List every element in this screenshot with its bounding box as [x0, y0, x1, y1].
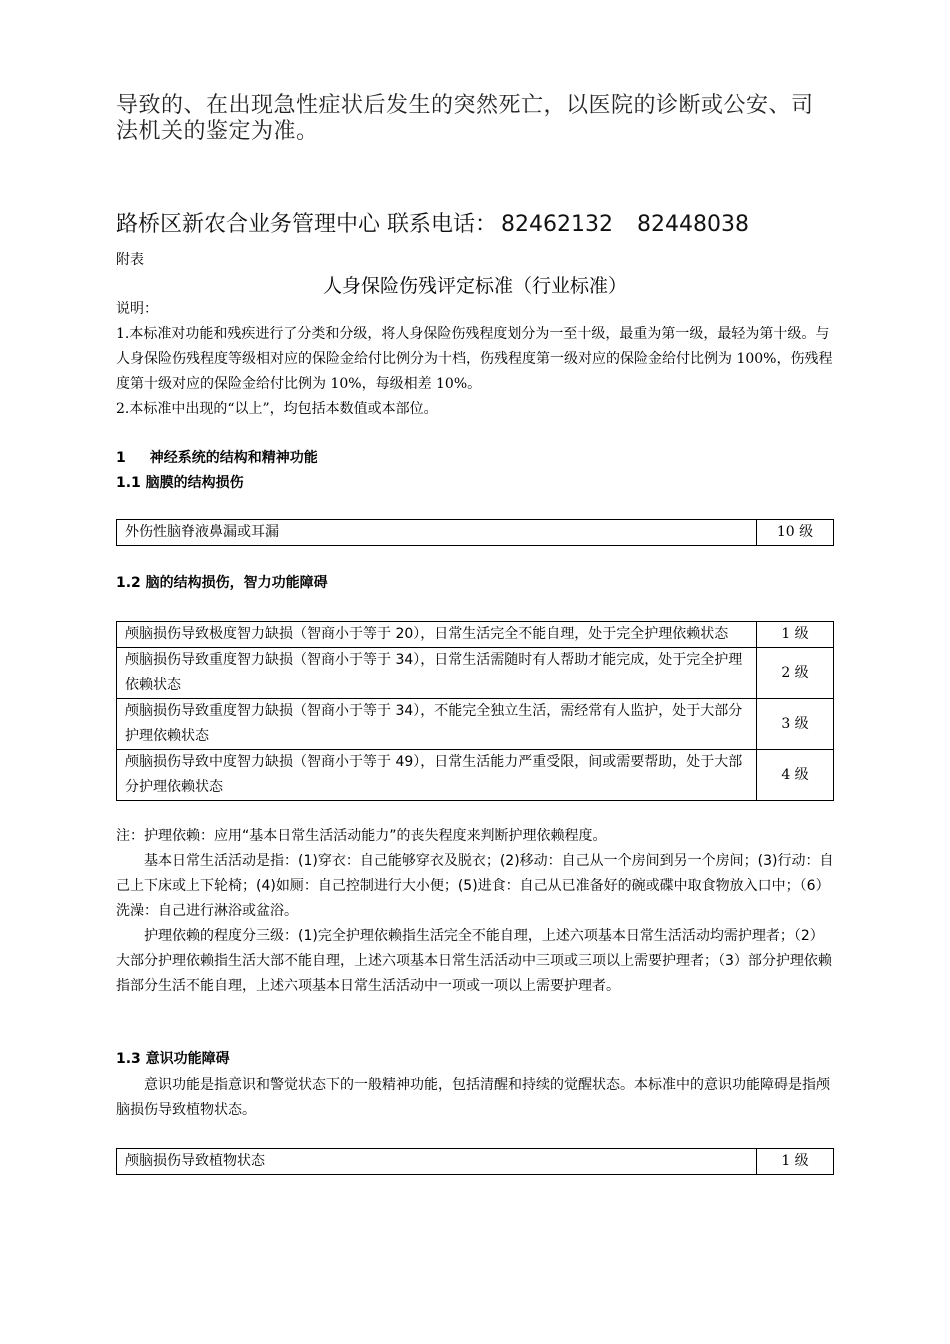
- section-1-3-title: 1.3 意识功能障碍: [116, 1051, 230, 1067]
- table-row: [117, 622, 834, 648]
- section-1-2-title: 1.2 脑的结构损伤，智力功能障碍: [116, 575, 328, 591]
- care-dependency-notes: [116, 824, 834, 999]
- injury-description: 颅脑损伤导致植物状态: [117, 1149, 757, 1175]
- contact-label: 路桥区新农合业务管理中心 联系电话：: [116, 212, 497, 237]
- contact-phone-1: 82462132: [501, 212, 613, 237]
- notes-item-1: 1.本标准对功能和残疾进行了分类和分级，将人身保险伤残程度划分为一至十级，最重为第一级，最轻为第十级。与人身保险伤残程度等级相对应的保险金给付比例分为十档，伤残程度第一级对应的保险金给付比例为 100%，伤残程度第十级对应的保险金给付比例为 10%，每级相差 10%。: [116, 326, 833, 392]
- table-1-1: [116, 519, 834, 546]
- note-care-dependency: 注：护理依赖：应用“基本日常生活活动能力”的丧失程度来判断护理依赖程度。: [116, 828, 607, 844]
- disability-grade: 4 级: [757, 750, 834, 801]
- note-daily-activities: 基本日常生活活动是指：(1)穿衣：自己能够穿衣及脱衣；(2)移动：自己从一个房间到另一个房间；(3)行动：自己上下床或上下轮椅；(4)如厕：自己控制进行大小便；(5)进食：自己从已准备好的碗或碟中取食物放入口中；（6）洗澡：自己进行淋浴或盆浴。: [116, 853, 834, 919]
- disability-grade: 1 级: [757, 622, 834, 648]
- disability-grade: 1 级: [757, 1149, 834, 1175]
- injury-description: 颅脑损伤导致重度智力缺损（智商小于等于 34），不能完全独立生活，需经常有人监护，处于大部分护理依赖状态: [117, 699, 757, 750]
- section-1-title: 神经系统的结构和精神功能: [149, 450, 318, 466]
- section-1-number: 1: [116, 450, 126, 466]
- table-1-3: [116, 1148, 834, 1175]
- intro-paragraph: 导致的、在出现急性症状后发生的突然死亡，以医院的诊断或公安、司法机关的鉴定为准。: [116, 93, 814, 144]
- table-row: [117, 750, 834, 801]
- contact-line: [116, 207, 749, 238]
- table-row: [117, 648, 834, 699]
- disability-grade: 3 级: [757, 699, 834, 750]
- table-row: [117, 1149, 834, 1175]
- note-dependency-levels: 护理依赖的程度分三级：(1)完全护理依赖指生活完全不能自理，上述六项基本日常生活活动均需护理者；（2）大部分护理依赖指生活大部不能自理，上述六项基本日常生活活动中三项或三项以上需要护理者；（3）部分护理依赖指部分生活不能自理，上述六项基本日常生活活动中一项或一项以上需要护理者。: [116, 928, 832, 994]
- notes-section: [116, 297, 834, 422]
- disability-grade: 10 级: [757, 520, 834, 546]
- section-1-1-title: 1.1 脑膜的结构损伤: [116, 475, 244, 491]
- document-title: 人身保险伤残评定标准（行业标准）: [322, 275, 627, 297]
- table-row: [117, 699, 834, 750]
- injury-description: 外伤性脑脊液鼻漏或耳漏: [117, 520, 757, 546]
- disability-grade: 2 级: [757, 648, 834, 699]
- notes-item-2: 2.本标准中出现的“以上”，均包括本数值或本部位。: [116, 401, 438, 417]
- injury-description: 颅脑损伤导致极度智力缺损（智商小于等于 20），日常生活完全不能自理，处于完全护理依赖状态: [117, 622, 757, 648]
- injury-description: 颅脑损伤导致中度智力缺损（智商小于等于 49），日常生活能力严重受限，间或需要帮助，处于大部分护理依赖状态: [117, 750, 757, 801]
- table-row: [117, 520, 834, 546]
- table-1-2: [116, 621, 834, 801]
- contact-phone-2: 82448038: [636, 212, 749, 237]
- section-1-heading: [116, 447, 834, 467]
- appendix-label: 附表: [116, 252, 144, 268]
- section-1-3-text: 意识功能是指意识和警觉状态下的一般精神功能，包括清醒和持续的觉醒状态。本标准中的意识功能障碍是指颅脑损伤导致植物状态。: [116, 1077, 830, 1118]
- injury-description: 颅脑损伤导致重度智力缺损（智商小于等于 34），日常生活需随时有人帮助才能完成，处于完全护理依赖状态: [117, 648, 757, 699]
- notes-heading: 说明：: [116, 301, 158, 317]
